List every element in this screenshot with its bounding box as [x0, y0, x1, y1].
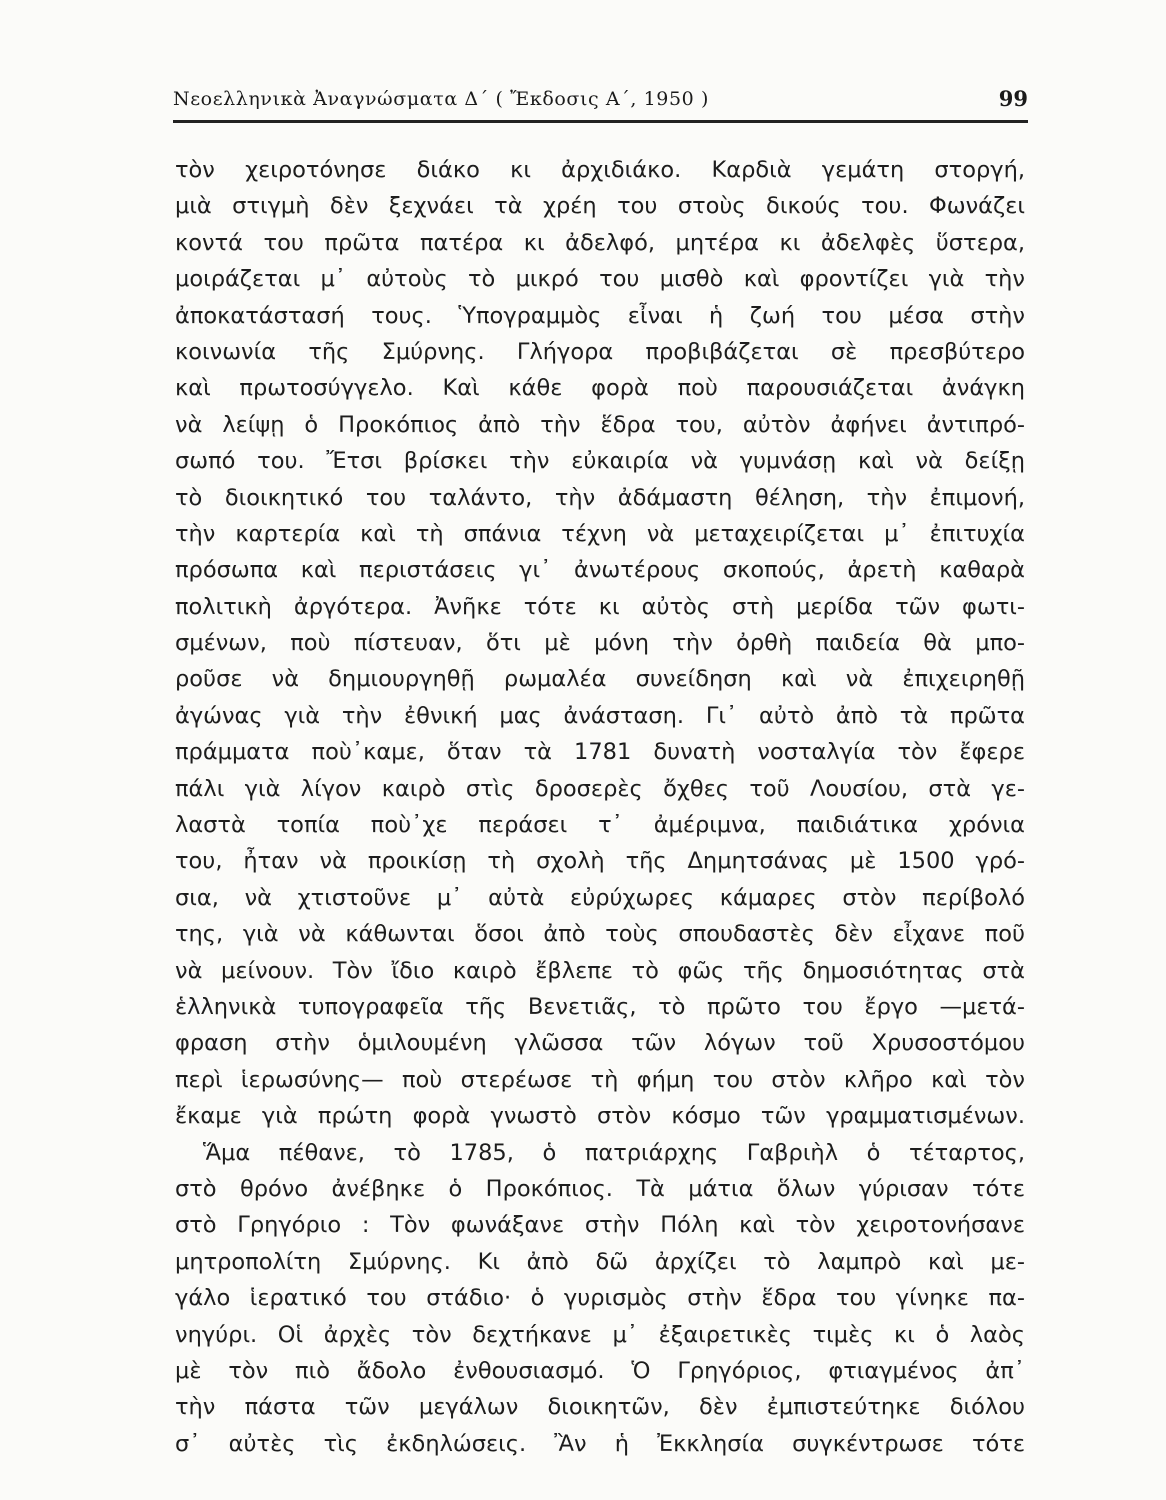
text-line: πράμματα ποὺ᾿καμε, ὅταν τὰ 1781 δυνατὴ νοσταλγία τὸν ἔφερε: [175, 739, 1025, 766]
header-rule: [173, 120, 1028, 123]
body-text: [175, 152, 1025, 1462]
text-line: σια, νὰ χτιστοῦνε μ᾿ αὐτὰ εὐρύχωρες κάμαρες στὸν περίβολό: [175, 884, 1025, 911]
text-line: τὸν χειροτόνησε διάκο κι ἀρχιδιάκο. Καρδιὰ γεμάτη στοργή,: [175, 157, 1025, 183]
text-line: τὴν πάστα τῶν μεγάλων διοικητῶν, δὲν ἐμπιστεύτηκε διόλου: [175, 1394, 1025, 1421]
text-line: γάλο ἱερατικό του στάδιο· ὁ γυρισμὸς στὴν ἕδρα του γίνηκε πα-: [175, 1285, 1025, 1312]
text-line: ροῦσε νὰ δημιουργηθῇ ρωμαλέα συνείδηση καὶ νὰ ἐπιχειρηθῇ: [175, 666, 1025, 693]
text-line: σ᾿ αὐτὲς τὶς ἐκδηλώσεις. Ἂν ἡ Ἐκκλησία συγκέντρωσε τότε: [175, 1430, 1025, 1457]
text-line: κοντά του πρῶτα πατέρα κι ἀδελφό, μητέρα κι ἀδελφὲς ὕστερα,: [175, 229, 1025, 256]
text-line: του, ἦταν νὰ προικίσῃ τὴ σχολὴ τῆς Δημητσάνας μὲ 1500 γρό-: [175, 848, 1025, 875]
text-line: νὰ μείνουν. Τὸν ἴδιο καιρὸ ἔβλεπε τὸ φῶς τῆς δημοσιότητας στὰ: [175, 957, 1025, 984]
paragraph-start-line: Ἅμα πέθανε, τὸ 1785, ὁ πατριάρχης Γαβριὴλ ὁ τέταρτος,: [203, 1139, 1025, 1166]
text-line: σωπό του. Ἔτσι βρίσκει τὴν εὐκαιρία νὰ γυμνάσῃ καὶ νὰ δείξῃ: [175, 448, 1025, 475]
text-line: περὶ ἱερωσύνης— ποὺ στερέωσε τὴ φήμη του στὸν κλῆρο καὶ τὸν: [175, 1066, 1025, 1093]
text-line: ἀγώνας γιὰ τὴν ἐθνική μας ἀνάσταση. Γι᾿ αὐτὸ ἀπὸ τὰ πρῶτα: [175, 702, 1025, 729]
text-line: της, γιὰ νὰ κάθωνται ὅσοι ἀπὸ τοὺς σπουδαστὲς δὲν εἶχανε ποῦ: [175, 921, 1025, 948]
text-line: πάλι γιὰ λίγον καιρὸ στὶς δροσερὲς ὄχθες τοῦ Λουσίου, στὰ γε-: [175, 775, 1025, 802]
text-line: ἀποκατάστασή τους. Ὑπογραμμὸς εἶναι ἡ ζωή του μέσα στὴν: [175, 302, 1025, 329]
text-line: πρόσωπα καὶ περιστάσεις γι᾿ ἀνωτέρους σκοπούς, ἀρετὴ καθαρὰ: [175, 557, 1025, 584]
text-line: μοιράζεται μ᾿ αὐτοὺς τὸ μικρό του μισθὸ καὶ φροντίζει γιὰ τὴν: [175, 266, 1025, 293]
text-line: ἔκαμε γιὰ πρώτη φορὰ γνωστὸ στὸν κόσμο τῶν γραμματισμένων.: [175, 1103, 1025, 1130]
text-line: μιὰ στιγμὴ δὲν ξεχνάει τὰ χρέη του στοὺς δικούς του. Φωνάζει: [175, 193, 1025, 220]
text-line: σμένων, ποὺ πίστευαν, ὅτι μὲ μόνη τὴν ὀρθὴ παιδεία θὰ μπο-: [175, 630, 1025, 657]
text-line: πολιτικὴ ἀργότερα. Ἀνῆκε τότε κι αὐτὸς στὴ μερίδα τῶν φωτι-: [175, 593, 1025, 620]
header-title: Νεοελληνικὰ Ἀναγνώσματα Δ΄ ( Ἔκδοσις Α΄, 1950 ): [173, 88, 710, 110]
text-line: ἑλληνικὰ τυπογραφεῖα τῆς Βενετιᾶς, τὸ πρῶτο του ἔργο —μετά-: [175, 993, 1025, 1020]
text-line: κοινωνία τῆς Σμύρνης. Γλήγορα προβιβάζεται σὲ πρεσβύτερο: [175, 338, 1025, 365]
text-line: καὶ πρωτοσύγγελο. Καὶ κάθε φορὰ ποὺ παρουσιάζεται ἀνάγκη: [175, 375, 1025, 402]
page-number: 99: [998, 86, 1028, 111]
text-line: τὴν καρτερία καὶ τὴ σπάνια τέχνη νὰ μεταχειρίζεται μ᾿ ἐπιτυχία: [175, 520, 1025, 547]
text-line: τὸ διοικητικό του ταλάντο, τὴν ἀδάμαστη θέληση, τὴν ἐπιμονή,: [175, 484, 1025, 511]
text-line: νὰ λείψῃ ὁ Προκόπιος ἀπὸ τὴν ἕδρα του, αὐτὸν ἀφήνει ἀντιπρό-: [175, 411, 1025, 438]
text-line: φραση στὴν ὁμιλουμένη γλῶσσα τῶν λόγων τοῦ Χρυσοστόμου: [175, 1030, 1025, 1057]
text-line: μὲ τὸν πιὸ ἄδολο ἐνθουσιασμό. Ὁ Γρηγόριος, φτιαγμένος ἀπ᾿: [175, 1357, 1025, 1384]
text-line: νηγύρι. Οἱ ἀρχὲς τὸν δεχτήκανε μ᾿ ἐξαιρετικὲς τιμὲς κι ὁ λαὸς: [175, 1321, 1025, 1348]
text-line: στὸ Γρηγόριο : Τὸν φωνάξανε στὴν Πόλη καὶ τὸν χειροτονήσανε: [175, 1212, 1025, 1239]
text-line: στὸ θρόνο ἀνέβηκε ὁ Προκόπιος. Τὰ μάτια ὅλων γύρισαν τότε: [175, 1175, 1025, 1202]
running-header: [173, 86, 1028, 120]
text-line: λαστὰ τοπία ποὺ᾿χε περάσει τ᾿ ἀμέριμνα, παιδιάτικα χρόνια: [175, 812, 1025, 839]
text-line: μητροπολίτη Σμύρνης. Κι ἀπὸ δῶ ἀρχίζει τὸ λαμπρὸ καὶ με-: [175, 1248, 1025, 1275]
